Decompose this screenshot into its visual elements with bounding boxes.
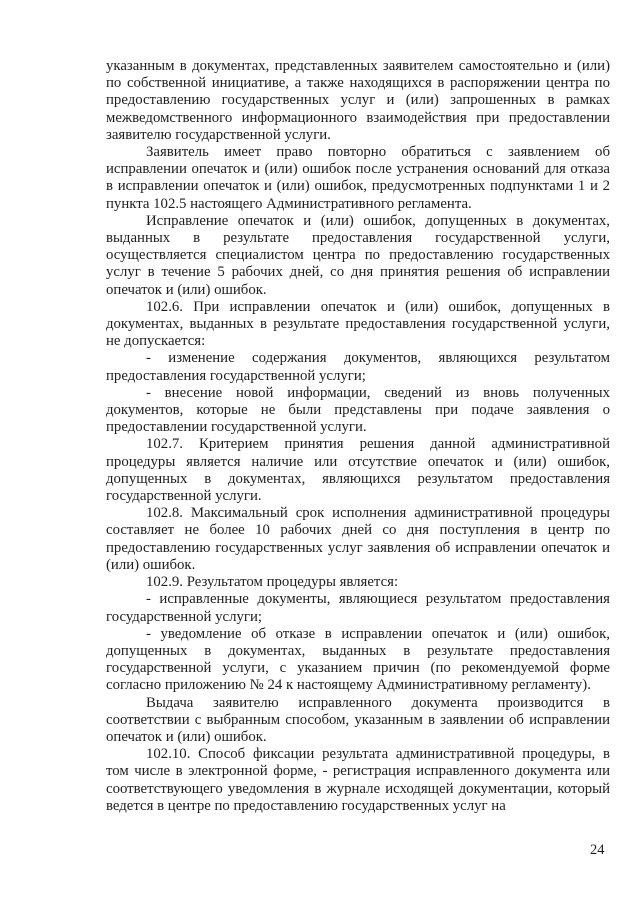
list-item-new-information: - внесение новой информации, сведений из вновь полученных документов, которые не были представлены при подаче заявления о предоставлении государственной услуги. bbox=[106, 384, 610, 436]
list-item-corrected-documents: - исправленные документы, являющиеся результатом предоставления государственной услуги; bbox=[106, 591, 610, 625]
paragraph-continuation: указанным в документах, представленных заявителем самостоятельно и (или) по собственной инициативе, а также находящихся в распоряжении центра по предоставлению государственных услуг и (или) запрошенных в рамках межведомственного информационного взаимодействия при предоставлении заявителю государственной услуги. bbox=[106, 58, 610, 143]
document-body bbox=[106, 58, 610, 815]
list-item-content-change: - изменение содержания документов, являющихся результатом предоставления государственной услуги; bbox=[106, 350, 610, 384]
paragraph-102-7: 102.7. Критерием принятия решения данной административной процедуры является наличие или отсутствие опечаток и (или) ошибок, допущенных в документах, являющихся результатом предоставления государственной услуги. bbox=[106, 436, 610, 505]
list-item-refusal-notice: - уведомление об отказе в исправлении опечаток и (или) ошибок, допущенных в документах, выданных в результате предоставления государственной услуги, с указанием причин (по рекомендуемой форме согласно приложению № 24 к настоящему Административному регламенту). bbox=[106, 625, 610, 694]
paragraph-reapply-right: Заявитель имеет право повторно обратиться с заявлением об исправлении опечаток и (или) ошибок после устранения оснований для отказа в исправлении опечаток и (или) ошибок, предусмотренных подпунктами 1 и 2 пункта 102.5 настоящего Административного регламента. bbox=[106, 144, 610, 212]
paragraph-102-9: 102.9. Результатом процедуры является: bbox=[146, 574, 399, 591]
paragraph-issuance: Выдача заявителю исправленного документа производится в соответствии с выбранным способом, указанным в заявлении об исправлении опечаток и (или) ошибок. bbox=[106, 694, 610, 745]
paragraph-102-6: 102.6. При исправлении опечаток и (или) ошибок, допущенных в документах, выданных в результате предоставления государственной услуги, не допускается: bbox=[106, 298, 610, 350]
paragraph-102-8: 102.8. Максимальный срок исполнения административной процедуры составляет не более 10 рабочих дней со дня поступления в центр по предоставлению государственных услуг заявления об исправлении опечаток и (или) ошибок. bbox=[106, 505, 610, 573]
paragraph-102-10: 102.10. Способ фиксации результата административной процедуры, в том числе в электронной форме, - регистрация исправленного документа или соответствующего уведомления в журнале исходящей документации, который ведется в центре по предоставлению государственных услуг на bbox=[106, 746, 610, 814]
page-number: 24 bbox=[590, 842, 605, 858]
paragraph-correction-term: Исправление опечаток и (или) ошибок, допущенных в документах, выданных в результате предоставления государственной услуги, осуществляется специалистом центра по предоставлению государственных услуг в течение 5 рабочих дней, со дня принятия решения об исправлении опечаток и (или) ошибок. bbox=[106, 212, 610, 298]
